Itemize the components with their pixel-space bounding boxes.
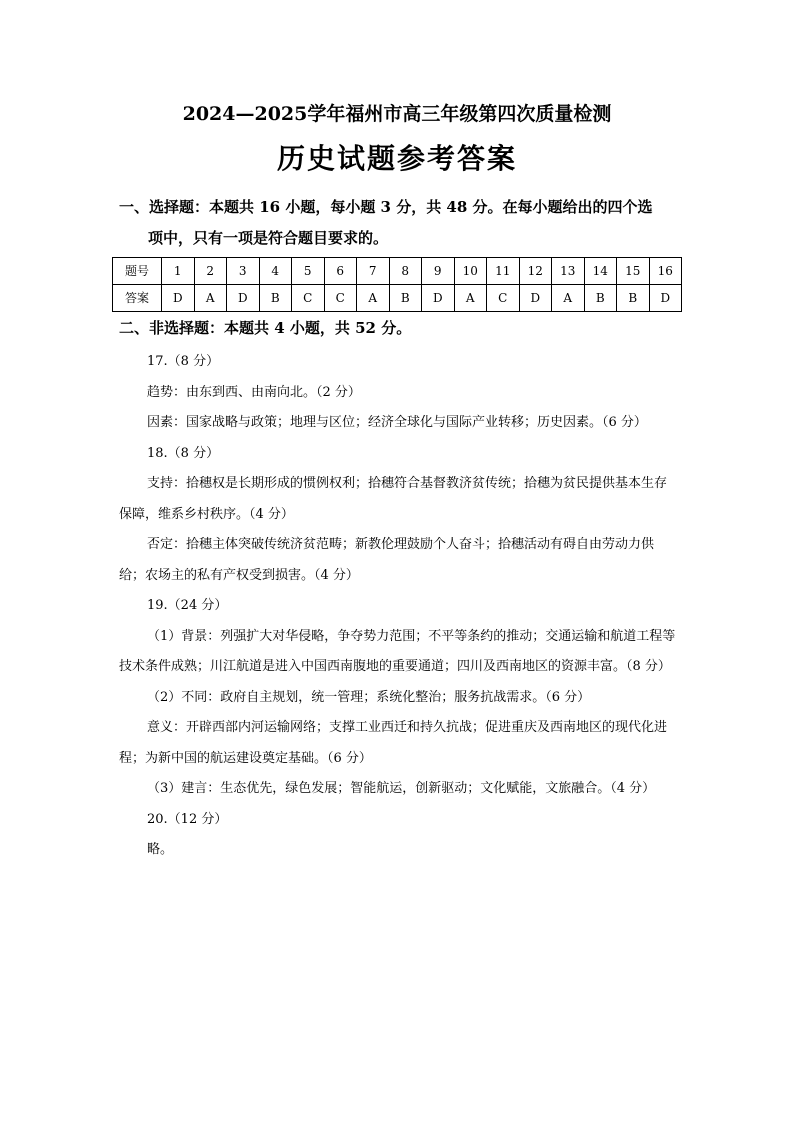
row-label-number: 题号 — [113, 258, 162, 285]
q19-part1: （1）背景：列强扩大对华侵略，争夺势力范围；不平等条约的推动；交通运输和航道工程等技术条件成熟；川江航道是进入中国西南腹地的重要通道；四川及西南地区的资源丰富。（8 分） — [119, 628, 676, 674]
answer-cell: A — [454, 285, 487, 312]
answer-cell: D — [227, 285, 260, 312]
q19-part3: （3）建言：生态优先，绿色发展；智能航运，创新驱动；文化赋能，文旅融合。（4 分） — [147, 781, 656, 796]
answer-cell: A — [357, 285, 390, 312]
answer-cell: C — [324, 285, 357, 312]
question-number-row — [113, 258, 682, 285]
question-number-cell: 8 — [389, 258, 422, 285]
answer-cell: B — [259, 285, 292, 312]
question-number-cell: 12 — [519, 258, 552, 285]
q20-label: 20.（12 分） — [147, 811, 228, 827]
answer-cell: D — [649, 285, 682, 312]
question-number-cell: 10 — [454, 258, 487, 285]
q19-part2-difference: （2）不同：政府自主规划，统一管理；系统化整治；服务抗战需求。（6 分） — [147, 689, 591, 705]
q18-label: 18.（8 分） — [147, 445, 220, 461]
row-label-answer: 答案 — [113, 285, 162, 312]
question-number-cell: 9 — [422, 258, 455, 285]
question-number-cell: 7 — [357, 258, 390, 285]
q17-label: 17.（8 分） — [147, 354, 220, 369]
question-number-cell: 5 — [292, 258, 325, 285]
question-number-cell: 6 — [324, 258, 357, 285]
answer-cell: C — [487, 285, 520, 312]
answer-cell: B — [389, 285, 422, 312]
section1-heading-line2: 项中，只有一项是符合题目要求的。 — [148, 229, 389, 247]
question-number-cell: 13 — [552, 258, 585, 285]
answer-cell: D — [162, 285, 195, 312]
document-title: 历史试题参考答案 — [276, 142, 517, 175]
answer-row — [113, 285, 682, 312]
answer-cell: A — [552, 285, 585, 312]
question-number-cell: 11 — [487, 258, 520, 285]
q17-factors: 因素：国家战略与政策；地理与区位；经济全球化与国际产业转移；历史因素。（6 分） — [147, 415, 647, 430]
question-number-cell: 16 — [649, 258, 682, 285]
q20-answer: 略。 — [147, 842, 174, 857]
answer-cell: A — [194, 285, 227, 312]
question-number-cell: 2 — [194, 258, 227, 285]
question-number-cell: 3 — [227, 258, 260, 285]
question-number-cell: 4 — [259, 258, 292, 285]
answer-cell: D — [422, 285, 455, 312]
exam-title: 2024—2025学年福州市高三年级第四次质量检测 — [182, 103, 612, 125]
q19-part2-meaning: 意义：开辟西部内河运输网络；支撑工业西迁和持久抗战；促进重庆及西南地区的现代化进程；为新中国的航运建设奠定基础。（6 分） — [119, 720, 668, 766]
q18-oppose: 否定：拾穗主体突破传统济贫范畴；新教伦理鼓励个人奋斗；拾穗活动有碍自由劳动力供给；农场主的私有产权受到损害。（4 分） — [119, 537, 655, 583]
section1-heading-line1: 一、选择题：本题共 16 小题，每小题 3 分，共 48 分。在每小题给出的四个选 — [119, 198, 653, 216]
answer-cell: C — [292, 285, 325, 312]
answer-table — [112, 257, 682, 312]
q17-trend: 趋势：由东到西、由南向北。（2 分） — [147, 384, 361, 400]
answer-cell: B — [584, 285, 617, 312]
question-number-cell: 14 — [584, 258, 617, 285]
section2-answers — [119, 347, 679, 866]
section2-heading: 二、非选择题：本题共 4 小题，共 52 分。 — [119, 319, 412, 337]
q19-label: 19.（24 分） — [147, 598, 228, 613]
q18-support: 支持：拾穗权是长期形成的惯例权利；拾穗符合基督教济贫传统；拾穗为贫民提供基本生存保障，维系乡村秩序。（4 分） — [119, 476, 668, 522]
answer-cell: D — [519, 285, 552, 312]
question-number-cell: 15 — [617, 258, 650, 285]
answer-cell: B — [617, 285, 650, 312]
question-number-cell: 1 — [162, 258, 195, 285]
